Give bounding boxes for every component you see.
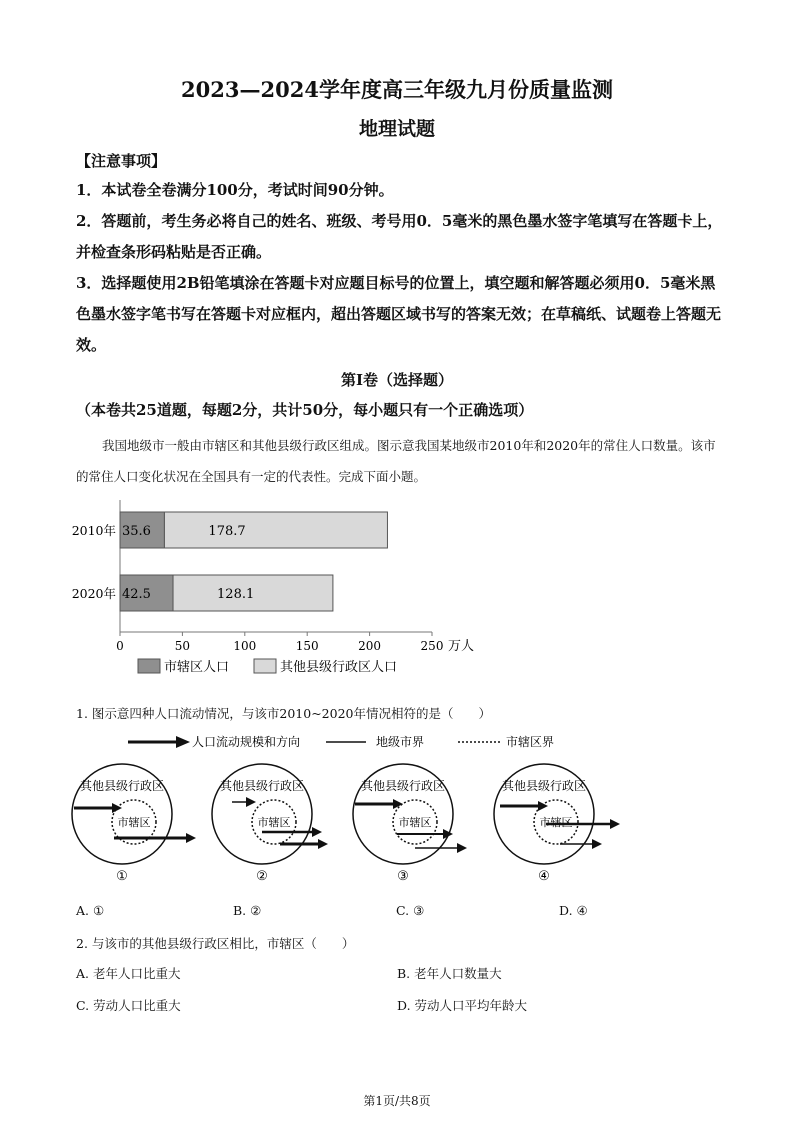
x-unit-label: 万人	[448, 639, 475, 654]
question-2-stem: 2. 与该市的其他县级行政区相比，市辖区（ ）	[76, 936, 355, 951]
arrow-head-icon	[610, 819, 620, 829]
legend-city-boundary-label: 地级市界	[376, 735, 425, 749]
subject-title: 地理试题	[358, 118, 435, 140]
question-1-stem: 1. 图示意四种人口流动情况，与该市2010~2020年情况相符的是（ ）	[76, 706, 491, 721]
diagram-number: ④	[538, 869, 550, 884]
arrow-head-icon	[457, 843, 467, 853]
diagram-number: ①	[116, 869, 128, 884]
bar-segment	[164, 512, 387, 548]
arrow-head-icon	[318, 839, 328, 849]
population-bar-chart	[0, 495, 794, 695]
x-tick-label: 100	[233, 639, 257, 653]
bar-value-label: 35.6	[122, 524, 151, 539]
q2-option-d[interactable]: D. 劳动人口平均年龄大	[397, 998, 528, 1013]
notice-item-2: 2．答题前，考生务必将自己的姓名、班级、考号用0．5毫米的黑色墨水签字笔填写在答题卡上，并检查条形码粘贴是否正确。	[76, 212, 723, 261]
x-tick-label: 250	[420, 639, 444, 653]
q2-option-c[interactable]: C. 劳动人口比重大	[76, 998, 181, 1013]
intro-paragraph: 我国地级市一般由市辖区和其他县级行政区组成。图示意我国某地级市2010年和2020年的常住人口数量。该市的常住人口变化状况在全国具有一定的代表性。完成下面小题。	[76, 438, 716, 484]
q1-option-b[interactable]: B. ②	[233, 903, 262, 918]
q1-option-a[interactable]: A. ①	[76, 903, 105, 918]
legend-flow-arrow-icon	[176, 736, 190, 748]
x-tick-label: 0	[116, 639, 124, 653]
diagram-4	[494, 764, 620, 884]
x-tick-label: 150	[295, 639, 319, 653]
section-title: 第I卷（选择题）	[340, 371, 454, 389]
diagram-number: ②	[256, 869, 268, 884]
inner-area-label: 市辖区	[257, 816, 291, 829]
inner-area-label: 市辖区	[539, 816, 573, 829]
notice-item-3: 3．选择题使用2B铅笔填涂在答题卡对应题目标号的位置上，填空题和解答题必须用0．5毫米黑色墨水签字笔书写在答题卡对应框内，超出答题区域书写的答案无效；在草稿纸、试题卷上答题无效。	[76, 274, 722, 354]
q2-option-b[interactable]: B. 老年人口数量大	[397, 966, 502, 981]
legend-swatch	[138, 659, 160, 673]
x-tick-label: 50	[174, 639, 191, 653]
exam-title: 2023—2024学年度高三年级九月份质量监测	[181, 77, 613, 102]
arrow-head-icon	[312, 827, 322, 837]
q1-option-d[interactable]: D. ④	[559, 903, 588, 918]
outer-area-label: 其他县级行政区	[219, 779, 305, 793]
q1-option-c[interactable]: C. ③	[396, 903, 425, 918]
migration-diagrams	[0, 726, 794, 891]
diagram-2	[212, 764, 328, 884]
outer-area-label: 其他县级行政区	[501, 779, 587, 793]
section-instructions: （本卷共25道题，每题2分，共计50分，每小题只有一个正确选项）	[76, 401, 534, 419]
diagram-number: ③	[397, 869, 409, 884]
notice-heading: 【注意事项】	[76, 152, 167, 170]
bar-value-label: 178.7	[208, 524, 246, 539]
category-label: 2020年	[71, 586, 116, 601]
x-tick-label: 200	[358, 639, 382, 653]
notice-item-1: 1．本试卷全卷满分100分，考试时间90分钟。	[76, 181, 394, 199]
arrow-head-icon	[443, 829, 453, 839]
arrow-head-icon	[592, 839, 602, 849]
outer-area-label: 其他县级行政区	[79, 779, 165, 793]
inner-area-label: 市辖区	[398, 816, 432, 829]
legend-label: 其他县级行政区人口	[280, 660, 398, 675]
diagram-3	[353, 764, 467, 884]
legend-swatch	[254, 659, 276, 673]
legend-label: 市辖区人口	[164, 660, 230, 675]
arrow-head-icon	[186, 833, 196, 843]
outer-area-label: 其他县级行政区	[360, 779, 446, 793]
legend-flow-label: 人口流动规模和方向	[192, 735, 301, 749]
diagram-1	[72, 764, 196, 884]
legend-district-boundary-label: 市辖区界	[506, 735, 555, 749]
arrow-head-icon	[246, 797, 256, 807]
bar-value-label: 128.1	[217, 587, 255, 602]
q2-option-a[interactable]: A. 老年人口比重大	[76, 966, 181, 981]
bar-value-label: 42.5	[122, 587, 151, 602]
category-label: 2010年	[71, 523, 116, 538]
page-footer: 第1页/共8页	[363, 1094, 431, 1108]
inner-area-label: 市辖区	[117, 816, 151, 829]
diagram-legend	[128, 734, 554, 749]
